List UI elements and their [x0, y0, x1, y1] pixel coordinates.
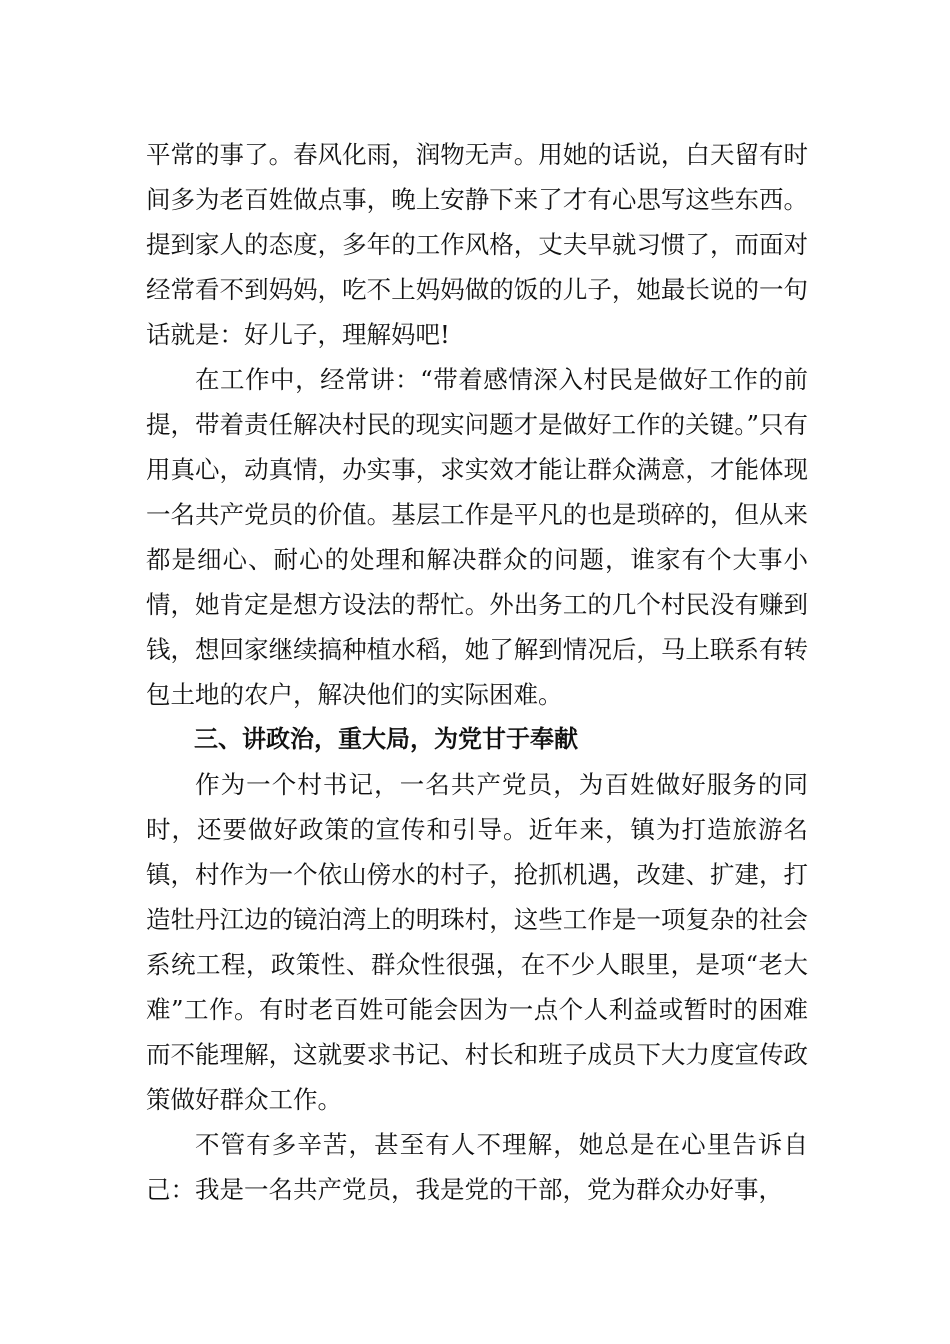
paragraph-party-member: 不管有多辛苦，甚至有人不理解，她总是在心里告诉自己：我是一名共产党员，我是党的干部，党为群众办好事，: [146, 1130, 808, 1204]
paragraph-policy-promotion: 作为一个村书记，一名共产党员，为百姓做好服务的同时，还要做好政策的宣传和引导。近年来，镇为打造旅游名镇，村作为一个依山傍水的村子，抢抓机遇，改建、扩建，打造牡丹江边的镜泊湾上的明珠村，这些工作是一项复杂的社会系统工程，政策性、群众性很强，在不少人眼里，是项“老大难”工作。有时老百姓可能会因为一点个人利益或暂时的困难而不能理解，这就要求书记、村长和班子成员下大力度宣传政策做好群众工作。: [146, 770, 808, 1114]
paragraph-continued: 平常的事了。春风化雨，润物无声。用她的话说，白天留有时间多为老百姓做点事，晚上安静下来了才有心思写这些东西。提到家人的态度，多年的工作风格，丈夫早就习惯了，而面对经常看不到妈妈，吃不上妈妈做的饭的儿子，她最长说的一句话就是：好儿子，理解妈吧!: [146, 140, 808, 349]
document-body: [146, 132, 808, 1212]
paragraph-work-attitude: 在工作中，经常讲：“带着感情深入村民是做好工作的前提，带着责任解决村民的现实问题才是做好工作的关键。”只有用真心，动真情，办实事，求实效才能让群众满意，才能体现一名共产党员的价值。基层工作是平凡的也是琐碎的，但从来都是细心、耐心的处理和解决群众的问题，谁家有个大事小情，她肯定是想方设法的帮忙。外出务工的几个村民没有赚到钱，想回家继续搞种植水稻，她了解到情况后，马上联系有转包土地的农户，解决他们的实际困难。: [146, 365, 808, 709]
section-heading: 三、讲政治，重大局，为党甘于奉献: [194, 725, 578, 753]
